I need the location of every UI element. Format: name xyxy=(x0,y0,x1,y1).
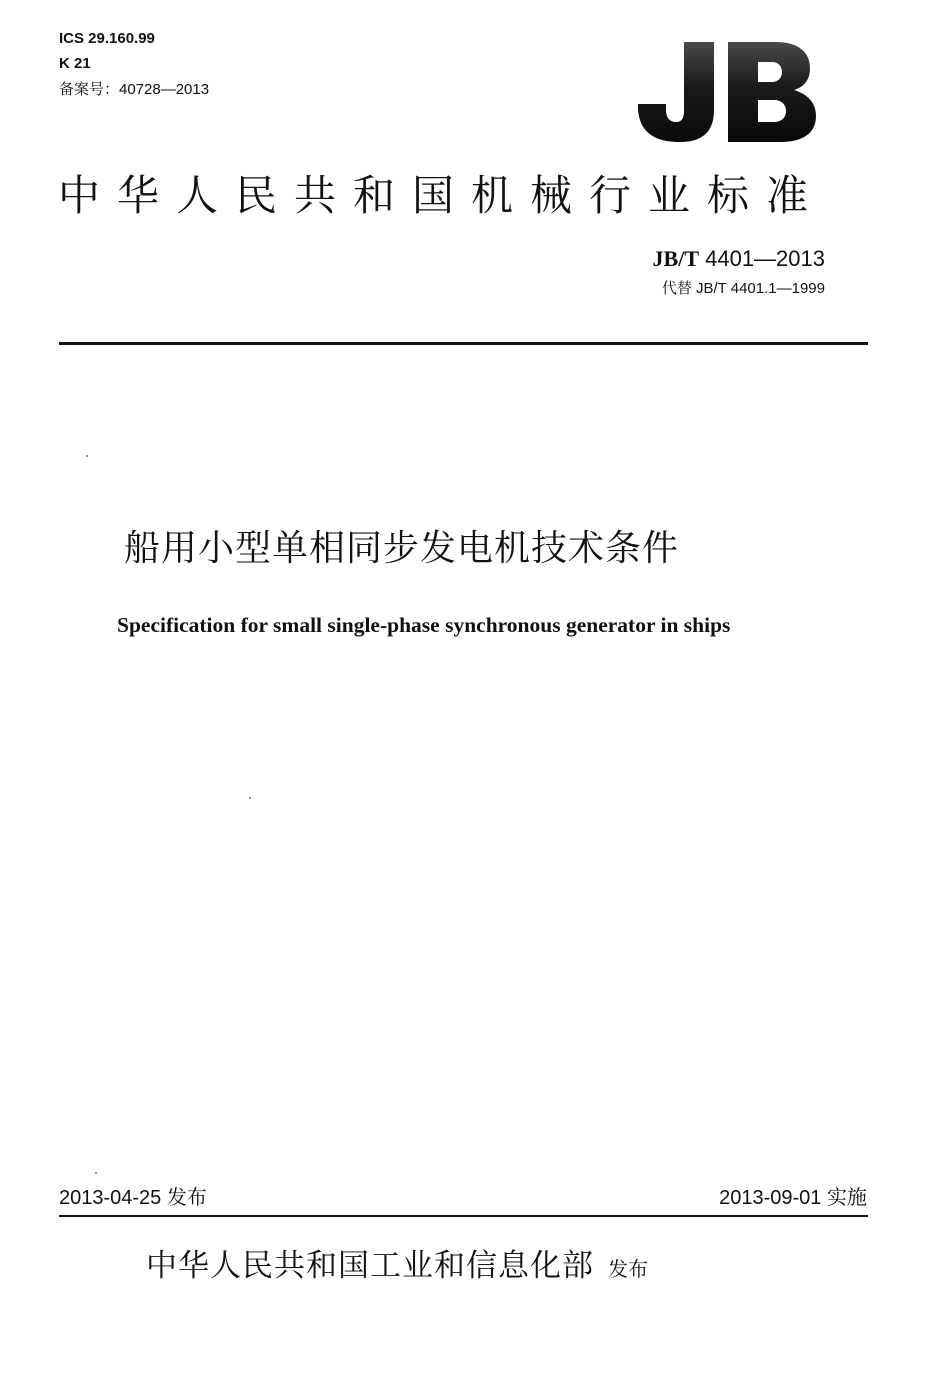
replaces-standard: 代替 JB/T 4401.1—1999 xyxy=(661,280,825,297)
top-divider xyxy=(59,342,868,345)
publisher-organization: 中华人民共和国工业和信息化部 xyxy=(146,1248,594,1284)
speck xyxy=(249,797,251,799)
implementation-date: 2013-09-01 实施 xyxy=(719,1187,867,1209)
standard-number-body: 4401—2013 xyxy=(699,246,825,271)
speck xyxy=(95,1172,97,1174)
publisher-action: 发布 xyxy=(608,1257,648,1281)
jb-logo xyxy=(636,38,818,144)
ccs-code: K 21 xyxy=(59,55,91,72)
record-number: 备案号：40728—2013 xyxy=(59,81,210,98)
standard-number xyxy=(653,246,825,272)
issue-date: 2013-04-25 发布 xyxy=(59,1187,207,1209)
bottom-divider xyxy=(59,1215,868,1217)
standard-number-prefix: JB/T xyxy=(652,246,699,271)
title-english: Specification for small single-phase synchronous generator in ships xyxy=(117,613,731,637)
publisher xyxy=(146,1244,648,1291)
ics-code: ICS 29.160.99 xyxy=(59,30,155,47)
speck xyxy=(86,455,88,457)
title-chinese: 船用小型单相同步发电机技术条件 xyxy=(124,528,680,569)
industry-standard-title: 中华人民共和国机械行业标准 xyxy=(58,171,826,220)
